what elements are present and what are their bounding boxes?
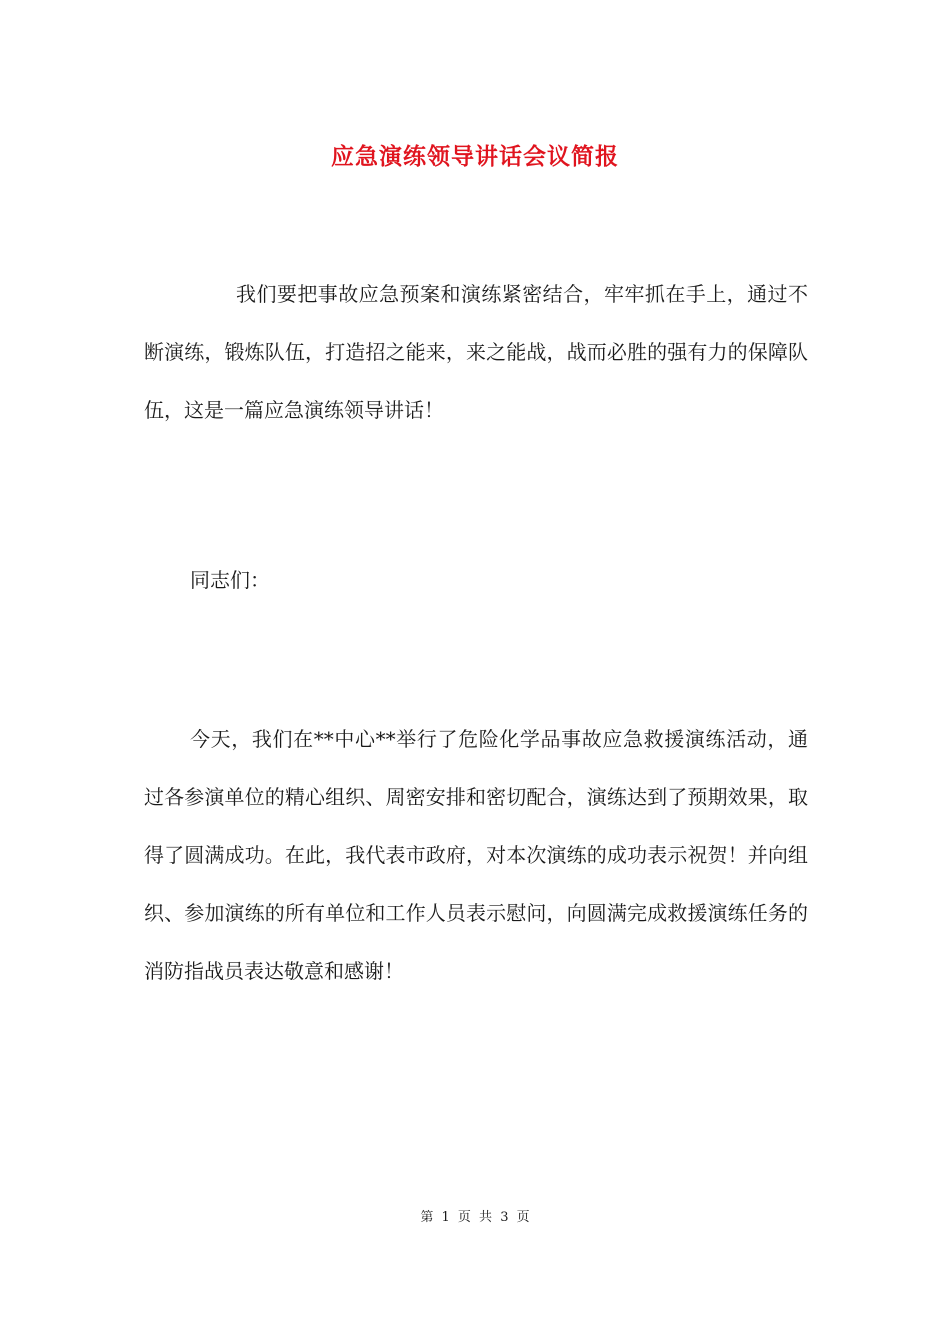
intro-paragraph: 我们要把事故应急预案和演练紧密结合，牢牢抓在手上，通过不断演练，锻炼队伍，打造招之能来，来之能战，战而必胜的强有力的保障队伍，这是一篇应急演练领导讲话！ xyxy=(144,282,808,422)
page-number-footer: 第 1 页 共 3 页 xyxy=(420,1210,530,1225)
document-title: 应急演练领导讲话会议简报 xyxy=(331,143,619,170)
body-paragraph: 今天，我们在**中心**举行了危险化学品事故应急救援演练活动，通过各参演单位的精心组织、周密安排和密切配合，演练达到了预期效果，取得了圆满成功。在此，我代表市政府，对本次演练的成功表示祝贺！并向组织、参加演练的所有单位和工作人员表示慰问，向圆满完成救援演练任务的消防指战员表达敬意和感谢！ xyxy=(144,727,808,983)
greeting-paragraph: 同志们： xyxy=(190,568,270,592)
